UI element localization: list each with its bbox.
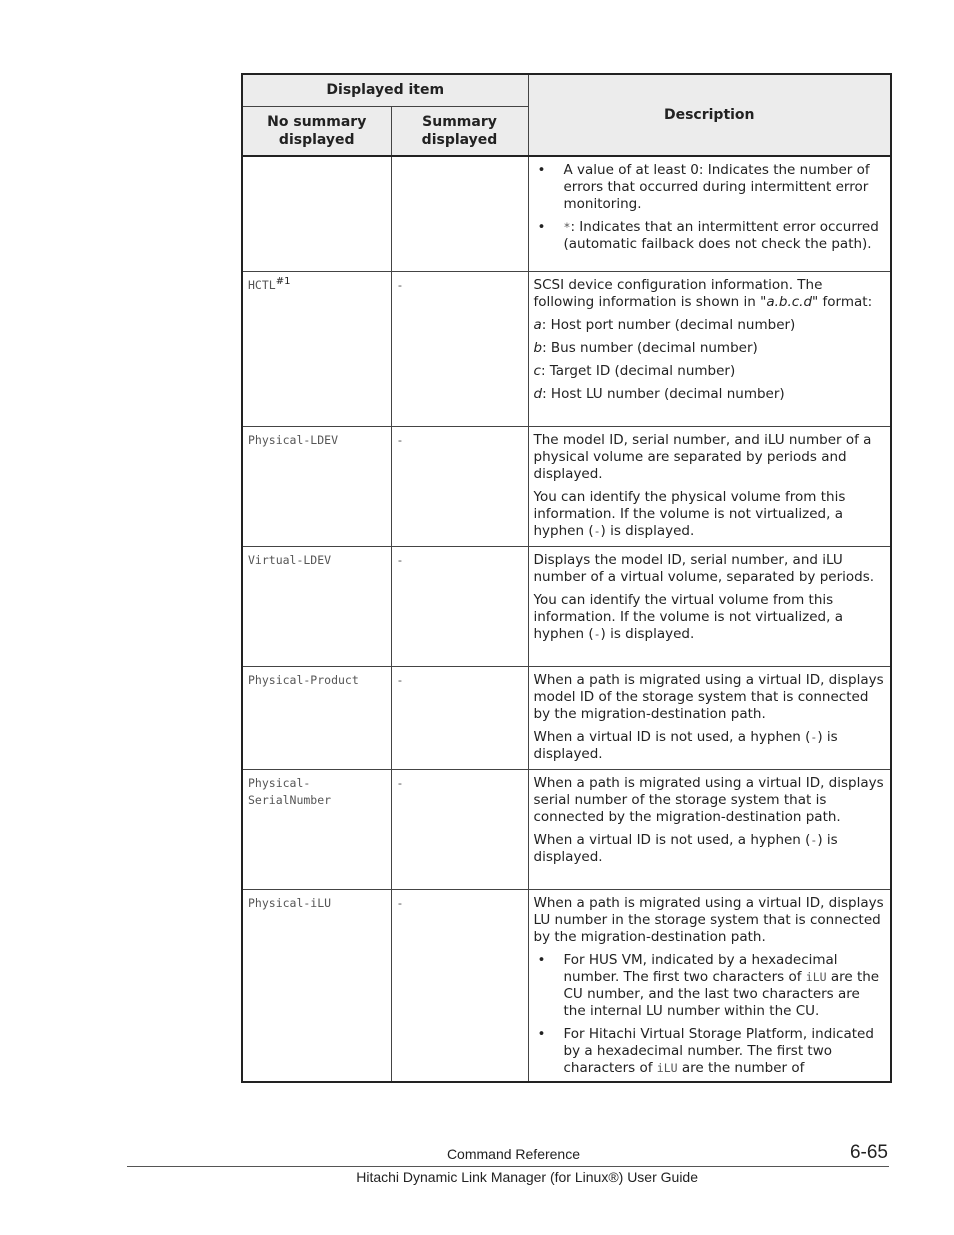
- page-number: 6-65: [849, 1142, 888, 1163]
- list-item: • For Hitachi Virtual Storage Platform, indicated by a hexadecimal number. The first two characters of iLU are the number of: [534, 1026, 886, 1077]
- item-cell: [242, 666, 391, 769]
- summary-value: -: [396, 775, 404, 790]
- item-cell: [242, 546, 391, 666]
- description-text: When a virtual ID is not used, a hyphen (-) is displayed.: [533, 728, 838, 762]
- field-d: d: Host LU number (decimal number): [533, 385, 785, 402]
- item-cell: [242, 271, 391, 426]
- item-name: Virtual-LDEV: [248, 552, 332, 567]
- description-cell: [528, 666, 891, 769]
- description-text: When a path is migrated using a virtual ID, displays model ID of the storage system that is connected by the migration-destination path.: [533, 671, 884, 722]
- description-text: You can identify the virtual volume from this information. If the volume is not virtualized, a hyphen (-) is displayed.: [533, 591, 843, 642]
- description-cell: [528, 546, 891, 666]
- description-text: SCSI device configuration information. The following information is shown in "a.b.c.d" format:: [533, 276, 873, 310]
- table-row: [242, 666, 891, 769]
- table-row: [242, 156, 891, 271]
- field-b: b: Bus number (decimal number): [533, 339, 758, 356]
- header-description: Description: [528, 74, 891, 156]
- description-cell: [528, 769, 891, 889]
- summary-cell: [391, 666, 528, 769]
- summary-cell: [391, 546, 528, 666]
- header-displayed-item: Displayed item: [242, 74, 528, 106]
- item-cell: [242, 889, 391, 1082]
- summary-cell: [391, 156, 528, 271]
- summary-value: -: [396, 895, 404, 910]
- item-cell: [242, 156, 391, 271]
- list-item: • For HUS VM, indicated by a hexadecimal number. The first two characters of iLU are the CU number, and the last two characters are the internal LU number within the CU.: [534, 952, 886, 1020]
- footer-guide-title: Hitachi Dynamic Link Manager (for Linux®) User Guide: [356, 1169, 698, 1185]
- field-c: c: Target ID (decimal number): [533, 362, 736, 379]
- item-name: Physical- SerialNumber: [248, 775, 332, 807]
- footnote-ref: #1: [275, 275, 291, 287]
- bullet-list: [534, 952, 886, 1077]
- item-name: HCTL: [248, 277, 276, 292]
- summary-cell: [391, 271, 528, 426]
- list-item: • A value of at least 0: Indicates the number of errors that occurred during intermittent error monitoring.: [534, 162, 886, 213]
- description-cell: [528, 271, 891, 426]
- table-row: [242, 769, 891, 889]
- attribute-table: [241, 73, 892, 1083]
- header-summary: Summary displayed: [391, 106, 528, 156]
- list-item: • *: Indicates that an intermittent error occurred (automatic failback does not check the path).: [534, 219, 886, 253]
- footer-section-title: Command Reference: [446, 1146, 580, 1162]
- description-cell: [528, 889, 891, 1082]
- item-cell: [242, 426, 391, 546]
- description-text: You can identify the physical volume from this information. If the volume is not virtualized, a hyphen (-) is displayed.: [533, 488, 846, 539]
- description-text: When a path is migrated using a virtual ID, displays LU number in the storage system that is connected by the migration-destination path.: [533, 894, 884, 945]
- summary-value: -: [396, 277, 404, 292]
- footer-divider: [127, 1166, 889, 1167]
- header-no-summary: No summary displayed: [242, 106, 391, 156]
- summary-cell: [391, 769, 528, 889]
- description-text: Displays the model ID, serial number, and iLU number of a virtual volume, separated by periods.: [533, 551, 875, 585]
- table-row: [242, 426, 891, 546]
- item-name: Physical-Product: [248, 672, 359, 687]
- summary-value: -: [396, 672, 404, 687]
- field-a: a: Host port number (decimal number): [533, 316, 796, 333]
- summary-value: -: [396, 432, 404, 447]
- table-row: [242, 271, 891, 426]
- item-cell: [242, 769, 391, 889]
- item-name: Physical-LDEV: [248, 432, 339, 447]
- description-cell: [528, 426, 891, 546]
- description-text: When a path is migrated using a virtual ID, displays serial number of the storage system that is connected by the migration-destination path.: [533, 774, 884, 825]
- description-text: When a virtual ID is not used, a hyphen (-) is displayed.: [533, 831, 838, 865]
- table-row: [242, 546, 891, 666]
- description-cell: [528, 156, 891, 271]
- bullet-list: [534, 162, 886, 253]
- summary-cell: [391, 426, 528, 546]
- item-name: Physical-iLU: [248, 895, 332, 910]
- summary-value: -: [396, 552, 404, 567]
- description-text: The model ID, serial number, and iLU number of a physical volume are separated by periods and displayed.: [533, 431, 872, 482]
- table-row: [242, 889, 891, 1082]
- summary-cell: [391, 889, 528, 1082]
- asterisk-code: *: [563, 220, 571, 234]
